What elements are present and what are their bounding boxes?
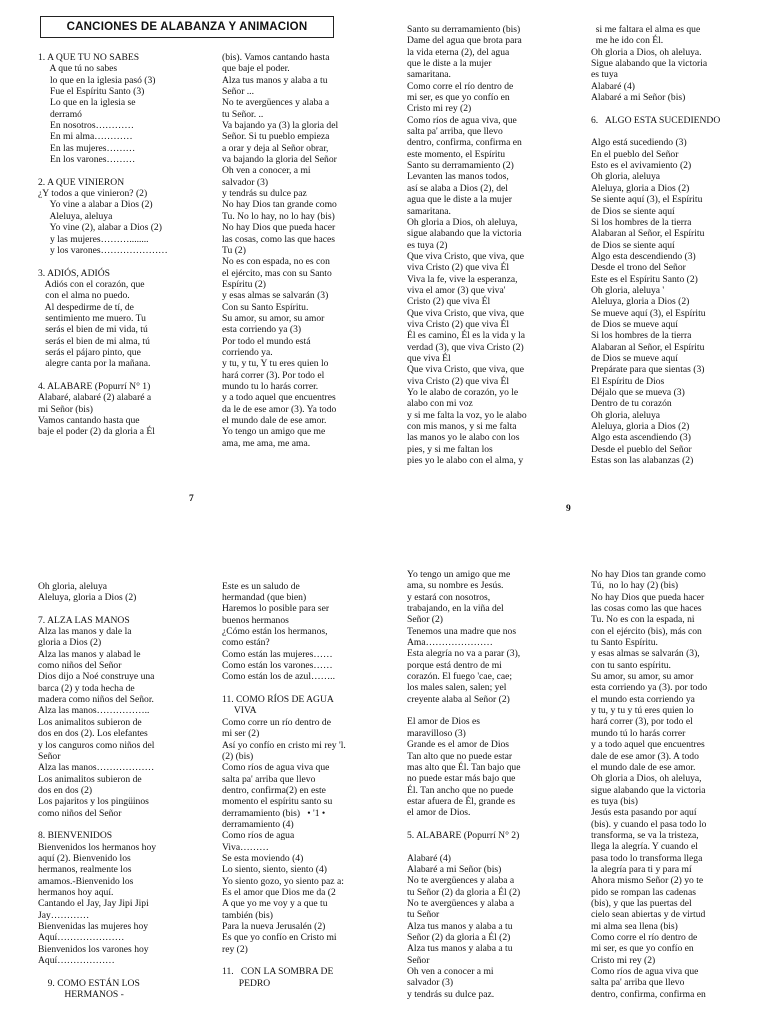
page1-column-3: Santo su derramamiento (bis) Dame del agua que brota para la vida eterna (2), del agua que le diste a la mujer samaritana. Como corre el río dentro de mi ser, es que yo confío en Cristo mi rey (2) Como ríos de agua viva, que salta pa' arriba, que llevo dentro, confirma, confirma en este momento, el Espíritu Santo su derramamiento (2) Levanten las manos todos, así se alaba a Dios (2), del agua que le diste a la mujer samaritana. Oh gloria a Dios, oh aleluya, sigue alabando que la victoria es tuya (2) Que viva Cristo, que viva, que viva Cristo (2) que viva Él Viva la fe, vive la esperanza, viva el amor (3) que viva' Cristo (2) que viva Él Que viva Cristo, que viva, que viva Cristo (2) que viva Él Él es camino, Él es la vida y la verdad (3), que viva Cristo (2) que viva Él Que viva Cristo, que viva, que viva Cristo (2) que viva Él Yo le alabo de corazón, yo le alabo con mi voz y si me falta la voz, yo le alabo con mis manos, y si me falta las manos yo le alabo con los pies, y si me faltan los pies yo le alabo con el alma, y (407, 24, 527, 467)
page2-column-1: Oh gloria, aleluya Aleluya, gloria a Dios (2) 7. ALZA LAS MANOS Alza las manos y dale la gloria a Dios (2) Alza las manos y alabad le como niños del Señor Dios dijo a Noé construye una barca (2) y toda hecha de madera como niños del Señor. Alza las manos…………….. Los animalitos subieron de dos en dos (2). Los elefantes y los canguros como niños del Señor Alza las manos……………… Los animalitos subieron de dos en dos (2) Los pajaritos y los pingüinos como niños del Señor 8. BIENVENIDOS Bienvenidos los hermanos hoy aquí (2). Bienvenido los hermanos, realmente los amamos.-Bienvenido los hermanos hoy aquí. Cantando el Jay, Jay Jipi Jipi Jay………… Bienvenidas las mujeres hoy Aquí………………… Bienvenidos los varones hoy Aquí……………… 9. COMO ESTÁN LOS HERMANOS - (38, 580, 157, 1001)
page2-column-3: Yo tengo un amigo que me ama, su nombre es Jesús. y estará con nosotros, trabajando, en la viña del Señor (2) Tenemos una madre que nos Ama………………… Esta alegría no va a parar (3), porque está dentro de mi corazón. El fuego 'cae, cae; los males salen, salen; yel creyente alaba al Señor (2) El amor de Dios es maravilloso (3) Grande es el amor de Dios Tan alto que no puede estar mas alto que Él. Tan bajo que no puede estar más bajo que Él. Tan ancho que no puede estar afuera de Él, grande es el amor de Dios. 5. ALABARE (Popurrí N° 2) Alabaré (4) Alabaré a mi Señor (bis) No te avergüences y alaba a tu Señor (2) da gloria a Él (2) No te avergüences y alaba a tu Señor Alza tus manos y alaba a tu Señor (2) da gloria a Él (2) Alza tus manos y alaba a tu Señor Oh ven a conocer a mi salvador (3) y tendrás su dulce paz. (407, 569, 521, 1000)
document-title: CANCIONES DE ALABANZA Y ANIMACION (40, 16, 334, 38)
page-number-right: 9 (566, 504, 571, 514)
page1-column-4: si me faltara el alma es que me he ido con Él. Oh gloria a Dios, oh aleluya. Sigue alabando que la victoria es tuya Alabaré (4) Alabaré a mi Señor (bis) 6. ALGO ESTA SUCEDIENDO Algo está sucediendo (3) En el pueblo del Señor Esto es el avivamiento (2) Oh gloria, aleluya Aleluya, gloria a Dios (2) Se siente aquí (3), el Espíritu de Dios se siente aquí Si los hombres de la tierra Alabaran al Señor, el Espíritu de Dios se siente aquí Algo esta descendiendo (3) Desde el trono del Señor Este es el Espíritu Santo (2) Oh gloria, aleluya ' Aleluya, gloria a Dios (2) Se mueve aquí (3), el Espíritu de Dios se mueve aquí Si los hombres de la tierra Alabaran al Señor, el Espíritu de Dios se mueve aquí Prepárate para que sientas (3) El Espíritu de Dios Déjalo que se mueva (3) Dentro de tu corazón Oh gloria, aleluya Aleluya, gloria a Dios (2) Algo esta ascendiendo (3) Desde el pueblo del Señor Estas son las alabanzas (2) (591, 24, 721, 467)
page2-column-4: No hay Dios tan grande como Tú, no lo hay (2) (bis) No hay Dios que pueda hacer las cosas como las que haces Tu. No es con la espada, ni con el ejército (bis), más con tu Santo Espíritu. y esas almas se salvarán (3), con tu santo espíritu. Su amor, su amor, su amor esta corriendo ya (3). por todo el mundo esta corriendo ya y tu, y tu y tú eres quien lo hará correr (3), por todo el mundo tú lo harás correr y a todo aquel que encuentres dale de ese amor (3). A todo el mundo dale de ese amor. Oh gloria a Dios, oh aleluya, sigue alabando que la victoria es tuya (bis) Jesús esta pasando por aquí (bis). y cuando el pasa todo lo transforma, se va la tristeza, llega la alegría. Y cuando el pasa todo lo transforma llega la alegría para ti y para mí Ahora mismo Señor (2) yo te pido se rompan las cadenas (bis), y que las puertas del cielo sean abiertas y de virtud mi alma sea llena (bis) Como corre el río dentro de mi ser, es que yo confío en Cristo mi rey (2) Como ríos de agua viva que salta pa' arriba que llevo dentro, confirma, confirma en (591, 569, 708, 1000)
page2-column-2: Este es un saludo de hermandad (que bien) Haremos lo posible para ser buenos hermanos ¿Cómo están los hermanos, como están? Como están las mujeres…… Como están los varones…… Como están los de azul…….. 11. COMO RÍOS DE AGUA VIVA Como corre un río dentro de mi ser (2) Así yo confío en cristo mi rey 'l. (2) (bis) Como ríos de agua viva que salta pa' arriba que llevo dentro, confirma(2) en este momento el espíritu santo su derramamiento (bis) • '1 • derramamiento (4) Como ríos de agua Viva……… Se esta moviendo (4) Lo siento, siento, siento (4) Yo siento gozo, yo siento paz a: Es el amor que Dios me da (2 A que yo me voy y a que tu también (bis) Para la nueva Jerusalén (2) Es que yo confío en Cristo mi rey (2) 11. CON LA SOMBRA DE PEDRO (222, 580, 346, 989)
page1-column-2: (bis). Vamos cantando hasta que baje el poder. Alza tus manos y alaba a tu Señor ... No te avergüences y alaba a tu Señor. .. Va bajando ya (3) la gloria del Señor. Si tu pueblo empieza a orar y deja al Señor obrar, va bajando la gloria del Señor Oh ven a conocer, a mi salvador (3) y tendrás su dulce paz No hay Dios tan grande como Tu. No lo hay, no lo hay (bis) No hay Dios que pueda hacer las cosas, como las que haces Tu (2) No es con espada, no es con el ejército, mas con su Santo Espíritu (2) y esas almas se salvarán (3) Con su Santo Espíritu. Su amor, su amor, su amor esta corriendo ya (3) Por todo el mundo está corriendo ya. y tu, y tu, Y tu eres quien lo hará correr (3). Por todo el mundo tu lo harás correr. y a todo aquel que encuentres da le de ese amor (3). Ya todo el mundo dale de ese amor. Yo tengo un amigo que me ama, me ama, me ama. (222, 52, 339, 449)
page1-column-1: 1. A QUE TU NO SABES A que tú no sabes lo que en la iglesia pasó (3) Fue el Espíritu Santo (3) Lo que en la iglesia se derramó En nosotros………… En mi alma………… En las mujeres……… En los varones……… 2. A QUE VINIERON ¿Y todos a que vinieron? (2) Yo vine a alabar a Dios (2) Aleluya, aleluya Yo vine (2), alabar a Dios (2) y las mujeres………........ y los varones………………… 3. ADIÓS, ADIÓS Adiós con el corazón, que con el alma no puedo. Al despedirme de tí, de sentimiento me muero. Tu serás el bien de mi vida, tú serás el bien de mi alma, tú serás el pájaro pinto, que alegre canta por la mañana. 4. ALABARE (Popurrí N° 1) Alabaré, alabaré (2) alabaré a mi Señor (bis) Vamos cantando hasta que baje el poder (2) da gloria a Él (38, 52, 168, 438)
page-number-left: 7 (189, 494, 194, 504)
